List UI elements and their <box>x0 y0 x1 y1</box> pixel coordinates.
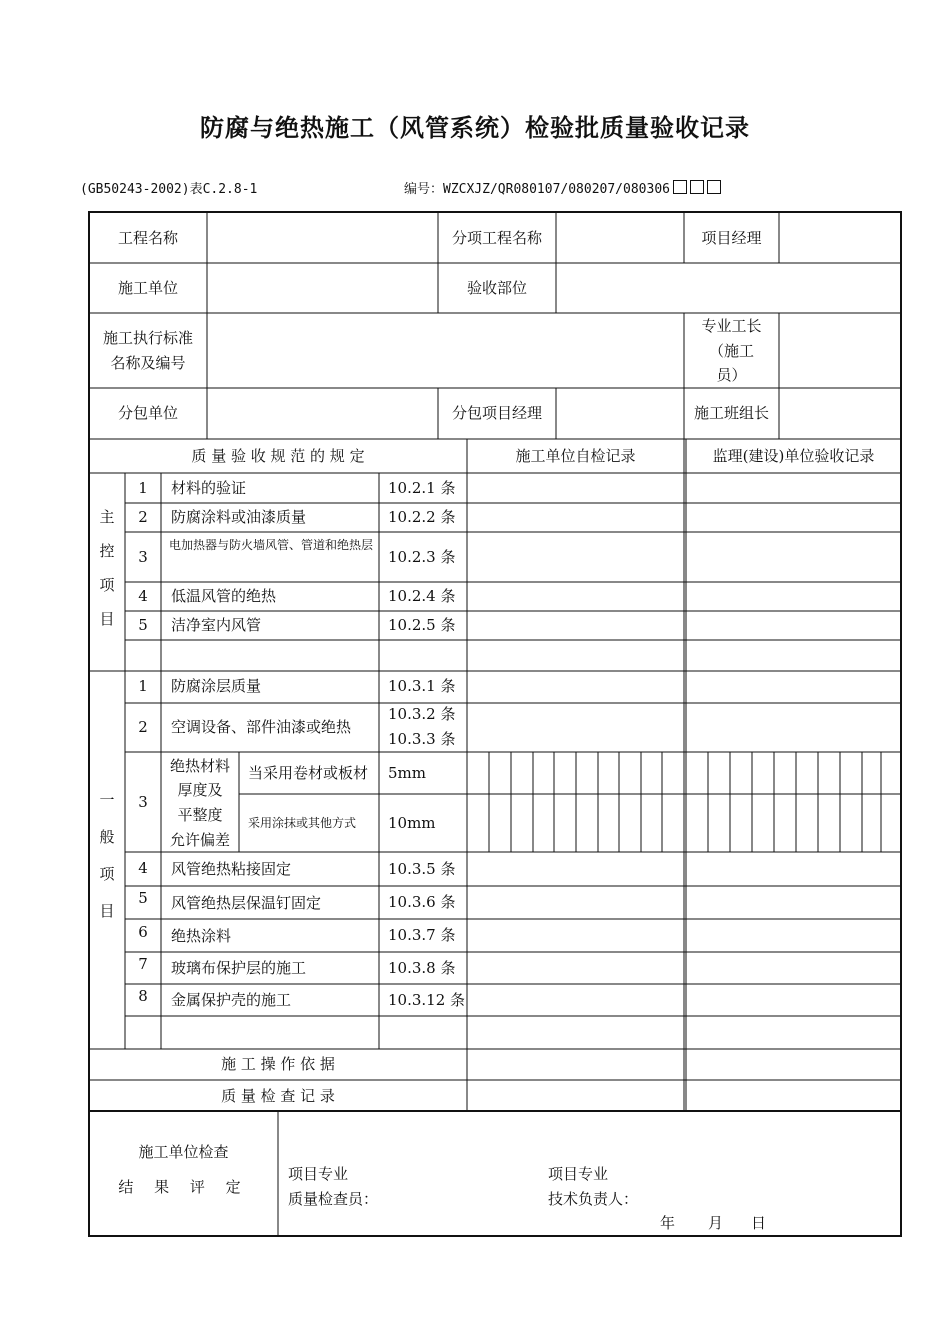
label-foreman-line3: 员） <box>716 366 747 384</box>
main-item-no: 2 <box>138 508 148 526</box>
inspector-label: 质量检查员： <box>288 1190 379 1208</box>
tech-label: 项目专业 <box>548 1165 609 1183</box>
label-subcontractor: 分包单位 <box>117 404 178 422</box>
col-supervision: 监理(建设)单位验收记录 <box>712 447 875 465</box>
label-sub-manager: 分包项目经理 <box>451 404 542 422</box>
inspector-label: 项目专业 <box>288 1165 349 1183</box>
item3-val1: 5mm <box>388 764 426 782</box>
general-item-clause: 10.3.12 条 <box>388 991 466 1009</box>
main-item-no: 4 <box>138 587 148 605</box>
item3-label: 绝热材料 <box>169 757 230 775</box>
label-foreman-line1: 专业工长 <box>701 317 762 335</box>
unit-check-label: 结 果 评 定 <box>118 1178 249 1196</box>
item3-label: 允许偏差 <box>169 831 230 849</box>
label-sub-project-name: 分项工程名称 <box>451 229 542 247</box>
label-team-leader: 施工班组长 <box>693 404 769 422</box>
item3-val2: 10mm <box>388 814 436 832</box>
general-item-clause: 10.3.7 条 <box>388 926 456 944</box>
item3-sub2: 采用涂抹或其他方式 <box>248 816 357 830</box>
general-item-name: 风管绝热层保温钉固定 <box>171 894 322 912</box>
label-project-name: 工程名称 <box>117 229 178 247</box>
main-item-name: 低温风管的绝热 <box>171 587 277 605</box>
general-item-name: 玻璃布保护层的施工 <box>171 959 307 977</box>
label-project-manager: 项目经理 <box>701 229 762 247</box>
general-item-clause: 10.3.8 条 <box>388 959 456 977</box>
general-item-clause: 10.3.2 条 <box>388 705 456 723</box>
main-item-clause: 10.2.4 条 <box>388 587 456 605</box>
item3-label: 平整度 <box>177 806 223 824</box>
general-item-name: 金属保护壳的施工 <box>171 991 292 1009</box>
main-group-char: 控 <box>99 542 115 560</box>
general-group-char: 般 <box>99 828 115 846</box>
label-standard-line2: 名称及编号 <box>110 354 186 372</box>
general-item-no: 6 <box>138 923 148 941</box>
general-item-clause: 10.3.1 条 <box>388 677 456 695</box>
general-item-no: 8 <box>138 987 148 1005</box>
general-item-clause: 10.3.6 条 <box>388 893 456 911</box>
page-title: 防腐与绝热施工（风管系统）检验批质量验收记录 <box>200 114 750 142</box>
col-self-check: 施工单位自检记录 <box>515 447 636 465</box>
main-item-clause: 10.2.5 条 <box>388 616 456 634</box>
general-group-char: 目 <box>99 902 115 920</box>
general-item-clause: 10.3.3 条 <box>388 730 456 748</box>
main-item-name: 洁净室内风管 <box>171 616 262 634</box>
item3-sub1: 当采用卷材或板材 <box>248 764 369 782</box>
general-group-char: 项 <box>99 865 115 883</box>
date-day: 日 <box>751 1214 767 1232</box>
main-group-char: 目 <box>99 610 115 628</box>
standard-ref: (GB50243-2002)表C.2.8-1 <box>80 182 258 197</box>
item3-label: 厚度及 <box>177 781 223 799</box>
general-group-char: 一 <box>99 791 115 809</box>
tech-label: 技术负责人： <box>548 1190 639 1208</box>
main-item-name: 防腐涂料或油漆质量 <box>171 508 307 526</box>
date-year: 年 <box>660 1214 676 1232</box>
main-item-no: 1 <box>138 479 148 497</box>
general-item-no: 1 <box>138 677 148 695</box>
main-group-char: 项 <box>99 576 115 594</box>
general-item-clause: 10.3.5 条 <box>388 860 456 878</box>
date-month: 月 <box>708 1214 724 1232</box>
col-spec: 质 量 验 收 规 范 的 规 定 <box>191 447 365 465</box>
label-construction-unit: 施工单位 <box>117 279 178 297</box>
label-acceptance-part: 验收部位 <box>466 279 527 297</box>
general-item-no: 5 <box>138 889 148 907</box>
general-item-no: 2 <box>138 718 148 736</box>
main-item-no: 3 <box>138 548 148 566</box>
quality-record-label: 质 量 检 查 记 录 <box>221 1087 335 1105</box>
main-item-clause: 10.2.2 条 <box>388 508 456 526</box>
unit-check-label: 施工单位检查 <box>138 1143 229 1161</box>
record-number-text: 编号：WZCXJZ/QR080107/080207/080306 <box>404 182 670 197</box>
main-item-name: 电加热器与防火墙风管、管道和绝热层 <box>169 538 374 552</box>
general-item-no: 4 <box>138 859 148 877</box>
general-item-no: 7 <box>138 955 148 973</box>
main-group-char: 主 <box>99 508 115 526</box>
basis-label: 施 工 操 作 依 据 <box>221 1055 335 1073</box>
main-item-clause: 10.2.1 条 <box>388 479 456 497</box>
label-standard-line1: 施工执行标准 <box>102 329 193 347</box>
main-item-clause: 10.2.3 条 <box>388 548 456 566</box>
general-item-name: 防腐涂层质量 <box>171 677 262 695</box>
main-item-no: 5 <box>138 616 148 634</box>
general-item-no: 3 <box>138 793 148 811</box>
general-item-name: 风管绝热粘接固定 <box>171 860 292 878</box>
label-foreman-line2: （施工 <box>708 342 754 360</box>
general-item-name: 绝热涂料 <box>171 927 232 945</box>
main-item-name: 材料的验证 <box>171 479 247 497</box>
general-item-name: 空调设备、部件油漆或绝热 <box>171 718 352 736</box>
